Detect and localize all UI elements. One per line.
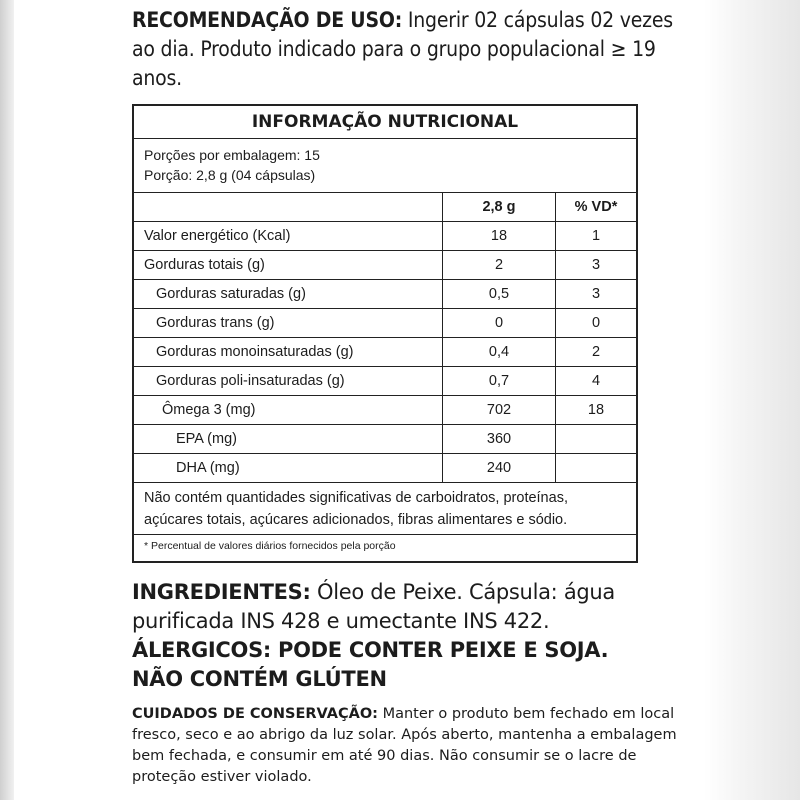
storage-care-label: CUIDADOS DE CONSERVAÇÃO: — [132, 706, 378, 722]
storage-care-section — [132, 704, 692, 788]
header-blank — [134, 193, 443, 222]
row-vd: 0 — [556, 309, 637, 338]
ingredients-label: INGREDIENTES: — [132, 580, 311, 604]
row-amount: 0,5 — [443, 280, 556, 309]
recomendacao-text: Ingerir 02 cápsulas 02 vezes ao dia. Produto indicado para o grupo populacional ≥ 19 anos. — [132, 8, 673, 90]
row-label: Ômega 3 (mg) — [134, 396, 443, 425]
table-row — [134, 309, 636, 338]
row-vd: 1 — [556, 222, 637, 251]
nutrition-title: INFORMAÇÃO NUTRICIONAL — [134, 106, 636, 139]
row-vd — [556, 454, 637, 483]
row-vd: 3 — [556, 280, 637, 309]
row-label: DHA (mg) — [134, 454, 443, 483]
table-row — [134, 280, 636, 309]
package-edge-left — [0, 0, 14, 800]
package-edge-right — [704, 0, 800, 800]
row-label: Gorduras saturadas (g) — [134, 280, 443, 309]
header-portion: 2,8 g — [443, 193, 556, 222]
table-row — [134, 367, 636, 396]
row-amount: 18 — [443, 222, 556, 251]
nutrient-table — [134, 193, 636, 483]
gluten-warning: NÃO CONTÉM GLÚTEN — [132, 667, 387, 691]
nutrition-facts-table — [132, 104, 638, 563]
row-vd — [556, 425, 637, 454]
ingredients-text — [132, 578, 652, 636]
row-amount: 0,7 — [443, 367, 556, 396]
nutrition-footnote: * Percentual de valores diários fornecidos pela porção — [144, 540, 396, 552]
row-vd: 4 — [556, 367, 637, 396]
row-vd: 2 — [556, 338, 637, 367]
header-vd: % VD* — [556, 193, 637, 222]
table-row — [134, 222, 636, 251]
table-row — [134, 425, 636, 454]
row-label: Valor energético (Kcal) — [134, 222, 443, 251]
recomendacao-label: RECOMENDAÇÃO DE USO: — [132, 8, 403, 32]
nutrition-note: Não contém quantidades significativas de carboidratos, proteínas, açúcares totais, açúcares adicionados, fibras alimentares e sódio. — [134, 483, 636, 535]
row-amount: 2 — [443, 251, 556, 280]
row-amount: 240 — [443, 454, 556, 483]
table-header-row — [134, 193, 636, 222]
row-amount: 360 — [443, 425, 556, 454]
porcoes-embalagem: Porções por embalagem: 15 — [144, 147, 320, 163]
ingredients-body: Óleo de Peixe. Cápsula: água purificada INS 428 e umectante INS 422. — [132, 580, 615, 633]
porcao: Porção: 2,8 g (04 cápsulas) — [144, 167, 316, 183]
allergen-warning: ÁLERGICOS: PODE CONTER PEIXE E SOJA. — [132, 638, 609, 662]
row-label: Gorduras trans (g) — [134, 309, 443, 338]
row-label: EPA (mg) — [134, 425, 443, 454]
row-amount: 0,4 — [443, 338, 556, 367]
row-vd: 18 — [556, 396, 637, 425]
table-row — [134, 251, 636, 280]
table-row — [134, 454, 636, 483]
recomendacao-de-uso — [132, 6, 692, 93]
table-row — [134, 396, 636, 425]
row-amount: 0 — [443, 309, 556, 338]
ingredients-section — [132, 578, 652, 694]
row-label: Gorduras totais (g) — [134, 251, 443, 280]
row-label: Gorduras monoinsaturadas (g) — [134, 338, 443, 367]
table-row — [134, 338, 636, 367]
row-label: Gorduras poli-insaturadas (g) — [134, 367, 443, 396]
storage-care-text: Manter o produto bem fechado em local fresco, seco e ao abrigo da luz solar. Após aberto, mantenha a embalagem bem fechada, e consumir em até 90 dias. Não consumir se o lacre de proteção estiver violado. — [132, 706, 677, 785]
row-vd: 3 — [556, 251, 637, 280]
row-amount: 702 — [443, 396, 556, 425]
serving-info — [134, 139, 636, 193]
